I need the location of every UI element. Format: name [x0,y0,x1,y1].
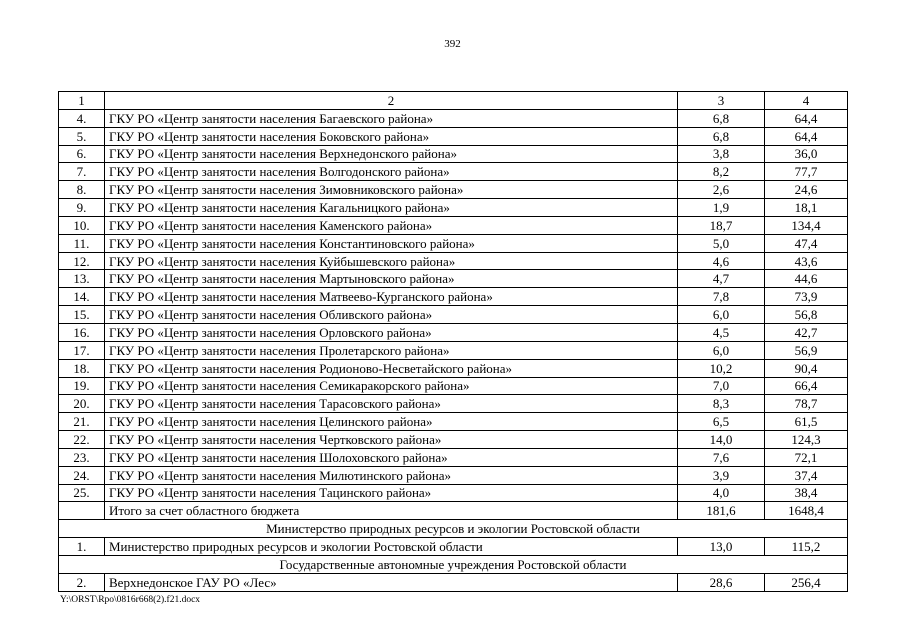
row-name: ГКУ РО «Центр занятости населения Родионово-Несветайского района» [105,359,678,377]
table-row [59,377,848,395]
table-row [59,145,848,163]
table-row [59,199,848,217]
row-value-col3: 8,2 [678,163,765,181]
row-name: ГКУ РО «Центр занятости населения Орловского района» [105,323,678,341]
row-name: ГКУ РО «Центр занятости населения Верхнедонского района» [105,145,678,163]
row-value-col3: 14,0 [678,431,765,449]
row-value-col3: 4,5 [678,323,765,341]
table-row [59,252,848,270]
table-row [59,163,848,181]
row-name: ГКУ РО «Центр занятости населения Целинского района» [105,413,678,431]
file-path-footer: Y:\ORST\Rpo\0816r668(2).f21.docx [60,595,201,605]
row-value-col3: 3,9 [678,466,765,484]
budget-table [58,91,848,592]
header-row [59,92,848,110]
row-value-col3: 18,7 [678,216,765,234]
row-value-col4: 47,4 [765,234,848,252]
row-value-col4: 78,7 [765,395,848,413]
row-name: ГКУ РО «Центр занятости населения Матвеево-Курганского района» [105,288,678,306]
row-value-col4: 61,5 [765,413,848,431]
row-value-col4: 134,4 [765,216,848,234]
table-row [59,341,848,359]
table-row [59,466,848,484]
row-name: ГКУ РО «Центр занятости населения Обливского района» [105,306,678,324]
table-row [59,573,848,591]
row-value-col3: 1,9 [678,199,765,217]
row-value-col4: 24,6 [765,181,848,199]
row-value-col4: 38,4 [765,484,848,502]
table-row [59,538,848,556]
table-row [59,484,848,502]
table-row [59,359,848,377]
row-value-col4: 43,6 [765,252,848,270]
header-col-1: 1 [59,92,105,110]
row-value-col4: 72,1 [765,448,848,466]
row-number: 11. [59,234,105,252]
row-number: 18. [59,359,105,377]
row-name: ГКУ РО «Центр занятости населения Тацинского района» [105,484,678,502]
row-name: ГКУ РО «Центр занятости населения Каменского района» [105,216,678,234]
row-name: ГКУ РО «Центр занятости населения Мартыновского района» [105,270,678,288]
row-name: ГКУ РО «Центр занятости населения Шолоховского района» [105,448,678,466]
table-row [59,234,848,252]
row-name: ГКУ РО «Центр занятости населения Константиновского района» [105,234,678,252]
row-value-col3: 6,8 [678,127,765,145]
row-value-col4: 73,9 [765,288,848,306]
section-title-ministry: Министерство природных ресурсов и экологии Ростовской области [59,520,848,538]
row-name: ГКУ РО «Центр занятости населения Куйбышевского района» [105,252,678,270]
row-value-col4: 64,4 [765,127,848,145]
row-number: 10. [59,216,105,234]
table-row [59,395,848,413]
row-value-col4: 124,3 [765,431,848,449]
section-header-autonomous [59,555,848,573]
row-number: 9. [59,199,105,217]
table-row [59,127,848,145]
row-name: ГКУ РО «Центр занятости населения Кагальницкого района» [105,199,678,217]
row-name: ГКУ РО «Центр занятости населения Зимовниковского района» [105,181,678,199]
row-value-col4: 18,1 [765,199,848,217]
row-name: Министерство природных ресурсов и экологии Ростовской области [105,538,678,556]
table-row [59,270,848,288]
row-value-col4: 77,7 [765,163,848,181]
row-value-col4: 37,4 [765,466,848,484]
total-label: Итого за счет областного бюджета [105,502,678,520]
row-number: 2. [59,573,105,591]
row-value-col3: 4,0 [678,484,765,502]
row-name: ГКУ РО «Центр занятости населения Тарасовского района» [105,395,678,413]
row-value-col4: 256,4 [765,573,848,591]
header-col-4: 4 [765,92,848,110]
row-name: ГКУ РО «Центр занятости населения Боковского района» [105,127,678,145]
row-number: 7. [59,163,105,181]
section-title-autonomous: Государственные автономные учреждения Ростовской области [59,555,848,573]
page-number: 392 [444,38,461,50]
section-header-ministry [59,520,848,538]
row-value-col4: 42,7 [765,323,848,341]
row-name: ГКУ РО «Центр занятости населения Милютинского района» [105,466,678,484]
row-name: Верхнедонское ГАУ РО «Лес» [105,573,678,591]
row-value-col3: 8,3 [678,395,765,413]
row-value-col3: 10,2 [678,359,765,377]
row-number: 15. [59,306,105,324]
total-col4: 1648,4 [765,502,848,520]
row-value-col4: 56,8 [765,306,848,324]
row-value-col3: 7,6 [678,448,765,466]
row-value-col3: 6,5 [678,413,765,431]
table-row [59,431,848,449]
row-value-col3: 5,0 [678,234,765,252]
row-number: 25. [59,484,105,502]
row-number: 19. [59,377,105,395]
header-col-2: 2 [105,92,678,110]
row-number: 24. [59,466,105,484]
row-number: 17. [59,341,105,359]
row-value-col4: 115,2 [765,538,848,556]
row-number: 16. [59,323,105,341]
table-row [59,448,848,466]
table-row [59,323,848,341]
row-value-col3: 13,0 [678,538,765,556]
row-value-col4: 36,0 [765,145,848,163]
row-value-col3: 4,6 [678,252,765,270]
row-name: ГКУ РО «Центр занятости населения Семикаракорского района» [105,377,678,395]
row-value-col3: 6,8 [678,109,765,127]
row-number: 6. [59,145,105,163]
row-value-col3: 7,8 [678,288,765,306]
table-row [59,109,848,127]
total-row [59,502,848,520]
row-value-col3: 3,8 [678,145,765,163]
row-number: 12. [59,252,105,270]
row-value-col4: 90,4 [765,359,848,377]
row-value-col3: 7,0 [678,377,765,395]
table-row [59,306,848,324]
table-row [59,216,848,234]
row-name: ГКУ РО «Центр занятости населения Багаевского района» [105,109,678,127]
table-body [59,92,848,592]
total-col3: 181,6 [678,502,765,520]
row-number: 5. [59,127,105,145]
row-number: 20. [59,395,105,413]
row-number: 8. [59,181,105,199]
row-number: 21. [59,413,105,431]
row-value-col3: 6,0 [678,341,765,359]
row-name: ГКУ РО «Центр занятости населения Чертковского района» [105,431,678,449]
header-col-3: 3 [678,92,765,110]
row-value-col3: 4,7 [678,270,765,288]
row-value-col4: 66,4 [765,377,848,395]
table-row [59,288,848,306]
row-number: 1. [59,538,105,556]
row-value-col4: 64,4 [765,109,848,127]
row-number: 13. [59,270,105,288]
table-row [59,181,848,199]
row-number: 4. [59,109,105,127]
row-number: 14. [59,288,105,306]
row-number: 22. [59,431,105,449]
row-number: 23. [59,448,105,466]
row-value-col4: 56,9 [765,341,848,359]
row-value-col3: 6,0 [678,306,765,324]
row-value-col3: 2,6 [678,181,765,199]
row-value-col3: 28,6 [678,573,765,591]
row-name: ГКУ РО «Центр занятости населения Пролетарского района» [105,341,678,359]
row-name: ГКУ РО «Центр занятости населения Волгодонского района» [105,163,678,181]
total-empty [59,502,105,520]
table-row [59,413,848,431]
row-value-col4: 44,6 [765,270,848,288]
